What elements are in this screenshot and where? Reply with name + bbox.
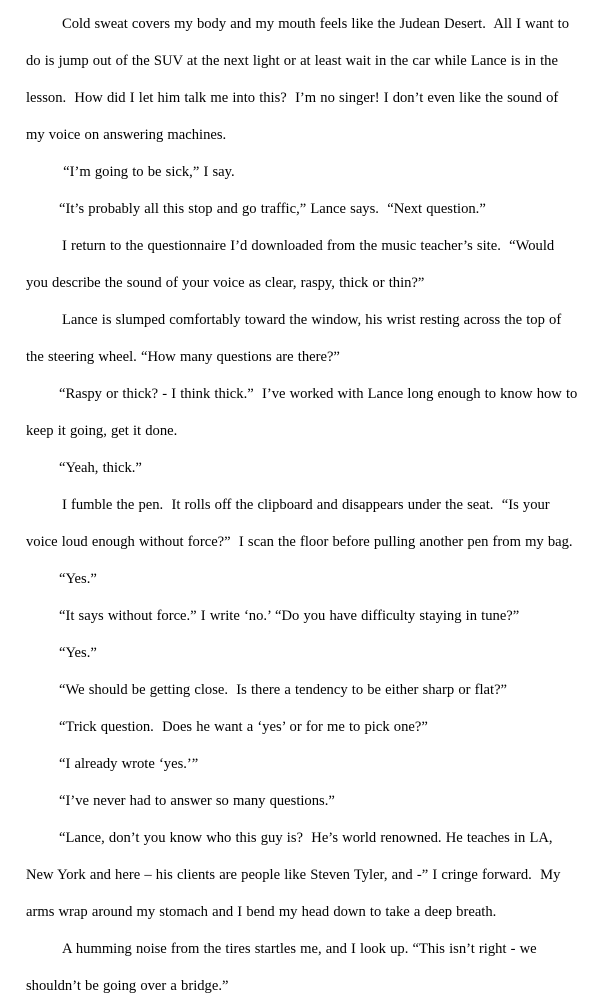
paragraph: A humming noise from the tires startles me, and I look up. “This isn’t right - we shouldn’t be going over a bridge.” [26,941,541,994]
paragraph: “We should be getting close. Is there a tendency to be either sharp or flat?” [59,682,508,698]
paragraph: “Yes.” [59,645,97,661]
paragraph: “I already wrote ‘yes.’” [59,756,199,772]
paragraph: I fumble the pen. It rolls off the clipboard and disappears under the seat. “Is your voice loud enough without force?” I scan the floor before pulling another pen from my bag. [26,497,573,550]
document-body [26,6,582,1005]
paragraph: “I’ve never had to answer so many questions.” [59,793,335,809]
paragraph: “Lance, don’t you know who this guy is? He’s world renowned. He teaches in LA, New York and here – his clients are people like Steven Tyler, and -” I cringe forward. My arms wrap around my stomach and I bend my head down to take a deep breath. [26,830,565,920]
paragraph: “It says without force.” I write ‘no.’ “Do you have difficulty staying in tune?” [59,608,520,624]
paragraph: Lance is slumped comfortably toward the window, his wrist resting across the top of the steering wheel. “How many questions are there?” [26,312,566,365]
paragraph: “I’m going to be sick,” I say. [59,164,235,180]
paragraph: “Yeah, thick.” [59,460,142,476]
paragraph: I return to the questionnaire I’d downloaded from the music teacher’s site. “Would you describe the sound of your voice as clear, raspy, thick or thin?” [26,238,559,291]
paragraph: “It’s probably all this stop and go traffic,” Lance says. “Next question.” [59,201,486,217]
paragraph: “Trick question. Does he want a ‘yes’ or for me to pick one?” [59,719,428,735]
paragraph: Cold sweat covers my body and my mouth feels like the Judean Desert. All I want to do is jump out of the SUV at the next light or at least wait in the car while Lance is in the lesson. How did I let him talk me into this? I’m no singer! I don’t even like the sound of my voice on answering machines. [26,16,574,143]
paragraph: “Raspy or thick? - I think thick.” I’ve worked with Lance long enough to know how to keep it going, get it done. [26,386,582,439]
paragraph: “Yes.” [59,571,97,587]
